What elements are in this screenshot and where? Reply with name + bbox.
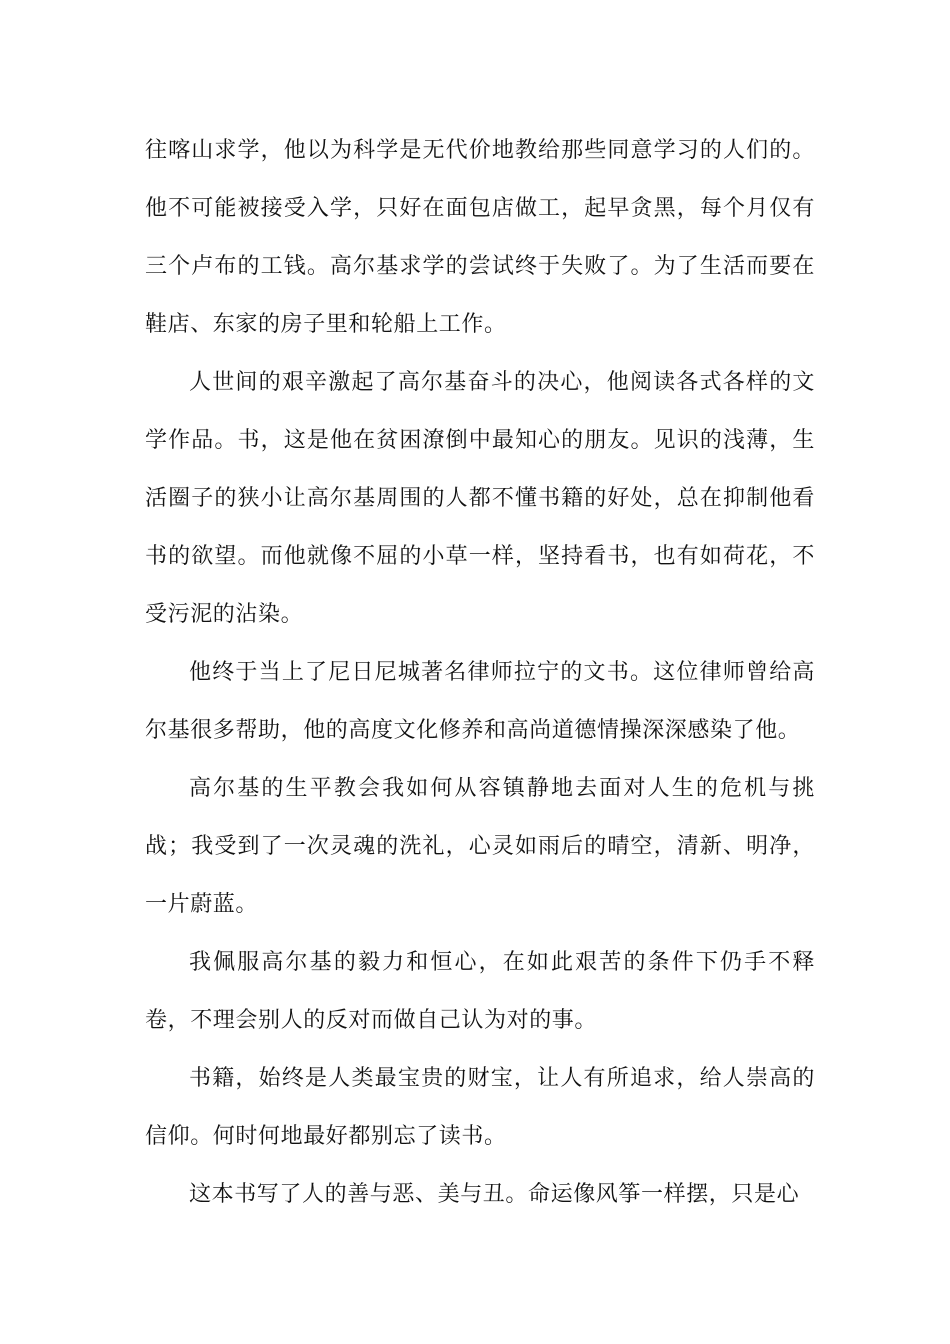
paragraph-6: 书籍，始终是人类最宝贵的财宝，让人有所追求，给人崇高的信仰。何时何地最好都别忘了读书。 (145, 1066, 815, 1149)
paragraph-5: 我佩服高尔基的毅力和恒心，在如此艰苦的条件下仍手不释卷，不理会别人的反对而做自己认为对的事。 (145, 950, 815, 1033)
paragraph-4: 高尔基的生平教会我如何从容镇静地去面对人生的危机与挑战；我受到了一次灵魂的洗礼，心灵如雨后的晴空，清新、明净，一片蔚蓝。 (145, 776, 815, 917)
paragraph-3: 他终于当上了尼日尼城著名律师拉宁的文书。这位律师曾给高尔基很多帮助，他的高度文化修养和高尚道德情操深深感染了他。 (145, 660, 815, 743)
document-body (145, 122, 815, 1224)
paragraph-1: 往喀山求学，他以为科学是无代价地教给那些同意学习的人们的。他不可能被接受入学，只好在面包店做工，起早贪黑，每个月仅有三个卢布的工钱。高尔基求学的尝试终于失败了。为了生活而要在鞋店、东家的房子里和轮船上工作。 (145, 138, 815, 337)
paragraph-2: 人世间的艰辛激起了高尔基奋斗的决心，他阅读各式各样的文学作品。书，这是他在贫困潦倒中最知心的朋友。见识的浅薄，生活圈子的狭小让高尔基周围的人都不懂书籍的好处，总在抑制他看书的欲望。而他就像不屈的小草一样，坚持看书，也有如荷花，不受污泥的沾染。 (145, 370, 815, 627)
paragraph-7: 这本书写了人的善与恶、美与丑。命运像风筝一样摆，只是心 (189, 1182, 800, 1207)
